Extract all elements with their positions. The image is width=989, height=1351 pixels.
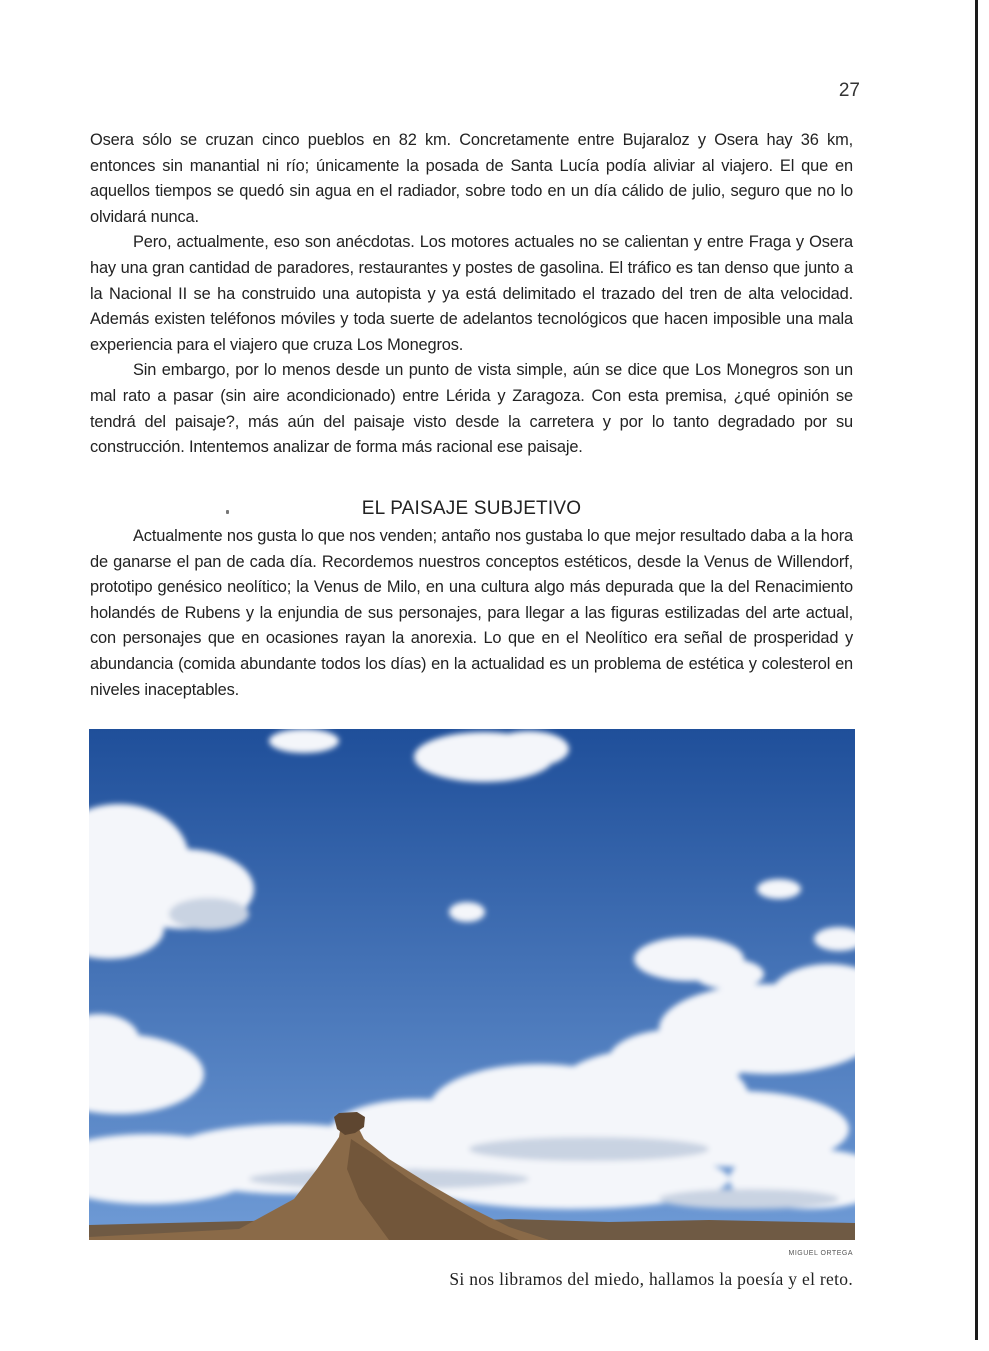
landscape-illustration	[89, 729, 855, 1240]
section-text	[90, 524, 853, 703]
photo-caption: Si nos libramos del miedo, hallamos la poesía y el reto.	[449, 1269, 853, 1289]
page-number: 27	[838, 80, 860, 101]
page-edge-rule	[975, 0, 978, 1340]
intro-text	[90, 128, 853, 461]
paragraph-2: Pero, actualmente, eso son anécdotas. Los motores actuales no se calientan y entre Fraga y Osera hay una gran cantidad de paradores, restaurantes y postes de gasolina. El tráfico es tan denso que junto a la Nacional II se ha construido una autopista y ya está delimitado el trazado del tren de alta velocidad. Además existen teléfonos móviles y toda suerte de adelantos tecnológicos que hacen imposible una mala experiencia para el viajero que cruza Los Monegros.	[90, 233, 853, 354]
landscape-photo	[89, 729, 855, 1240]
paragraph-1: Osera sólo se cruzan cinco pueblos en 82 km. Concretamente entre Bujaraloz y Osera hay 36 km, entonces sin manantial ni río; únicamente la posada de Santa Lucía podía aliviar al viajero. El que en aquellos tiempos se quedó sin agua en el radiador, sobre todo en un día cálido de julio, seguro que no lo olvidará nunca.	[90, 131, 853, 226]
section-paragraph: Actualmente nos gusta lo que nos venden; antaño nos gustaba lo que mejor resultado daba a la hora de ganarse el pan de cada día. Recordemos nuestros conceptos estéticos, desde la Venus de Willendorf, prototipo genésico neolítico; la Venus de Milo, en una cultura algo más depurada que la del Renacimiento holandés de Rubens y la enjundia de sus personajes, para llegar a las figuras estilizadas del arte actual, con personajes que en ocasiones rayan la anorexia. Lo que en el Neolítico era señal de prosperidad y abundancia (comida abundante todos los días) en la actualidad es un problema de estética y colesterol en niveles inaceptables.	[90, 527, 853, 699]
paragraph-3: Sin embargo, por lo menos desde un punto de vista simple, aún se dice que Los Monegros son un mal rato a pasar (sin aire acondicionado) entre Lérida y Zaragoza. Con esta premisa, ¿qué opinión se tendrá del paisaje?, más aún del paisaje visto desde la carretera y por lo tanto degradado por su construcción. Intentemos analizar de forma más racional ese paisaje.	[90, 361, 853, 457]
section-title: EL PAISAJE SUBJETIVO	[361, 498, 582, 519]
photo-credit: MIGUEL ORTEGA	[788, 1250, 853, 1257]
